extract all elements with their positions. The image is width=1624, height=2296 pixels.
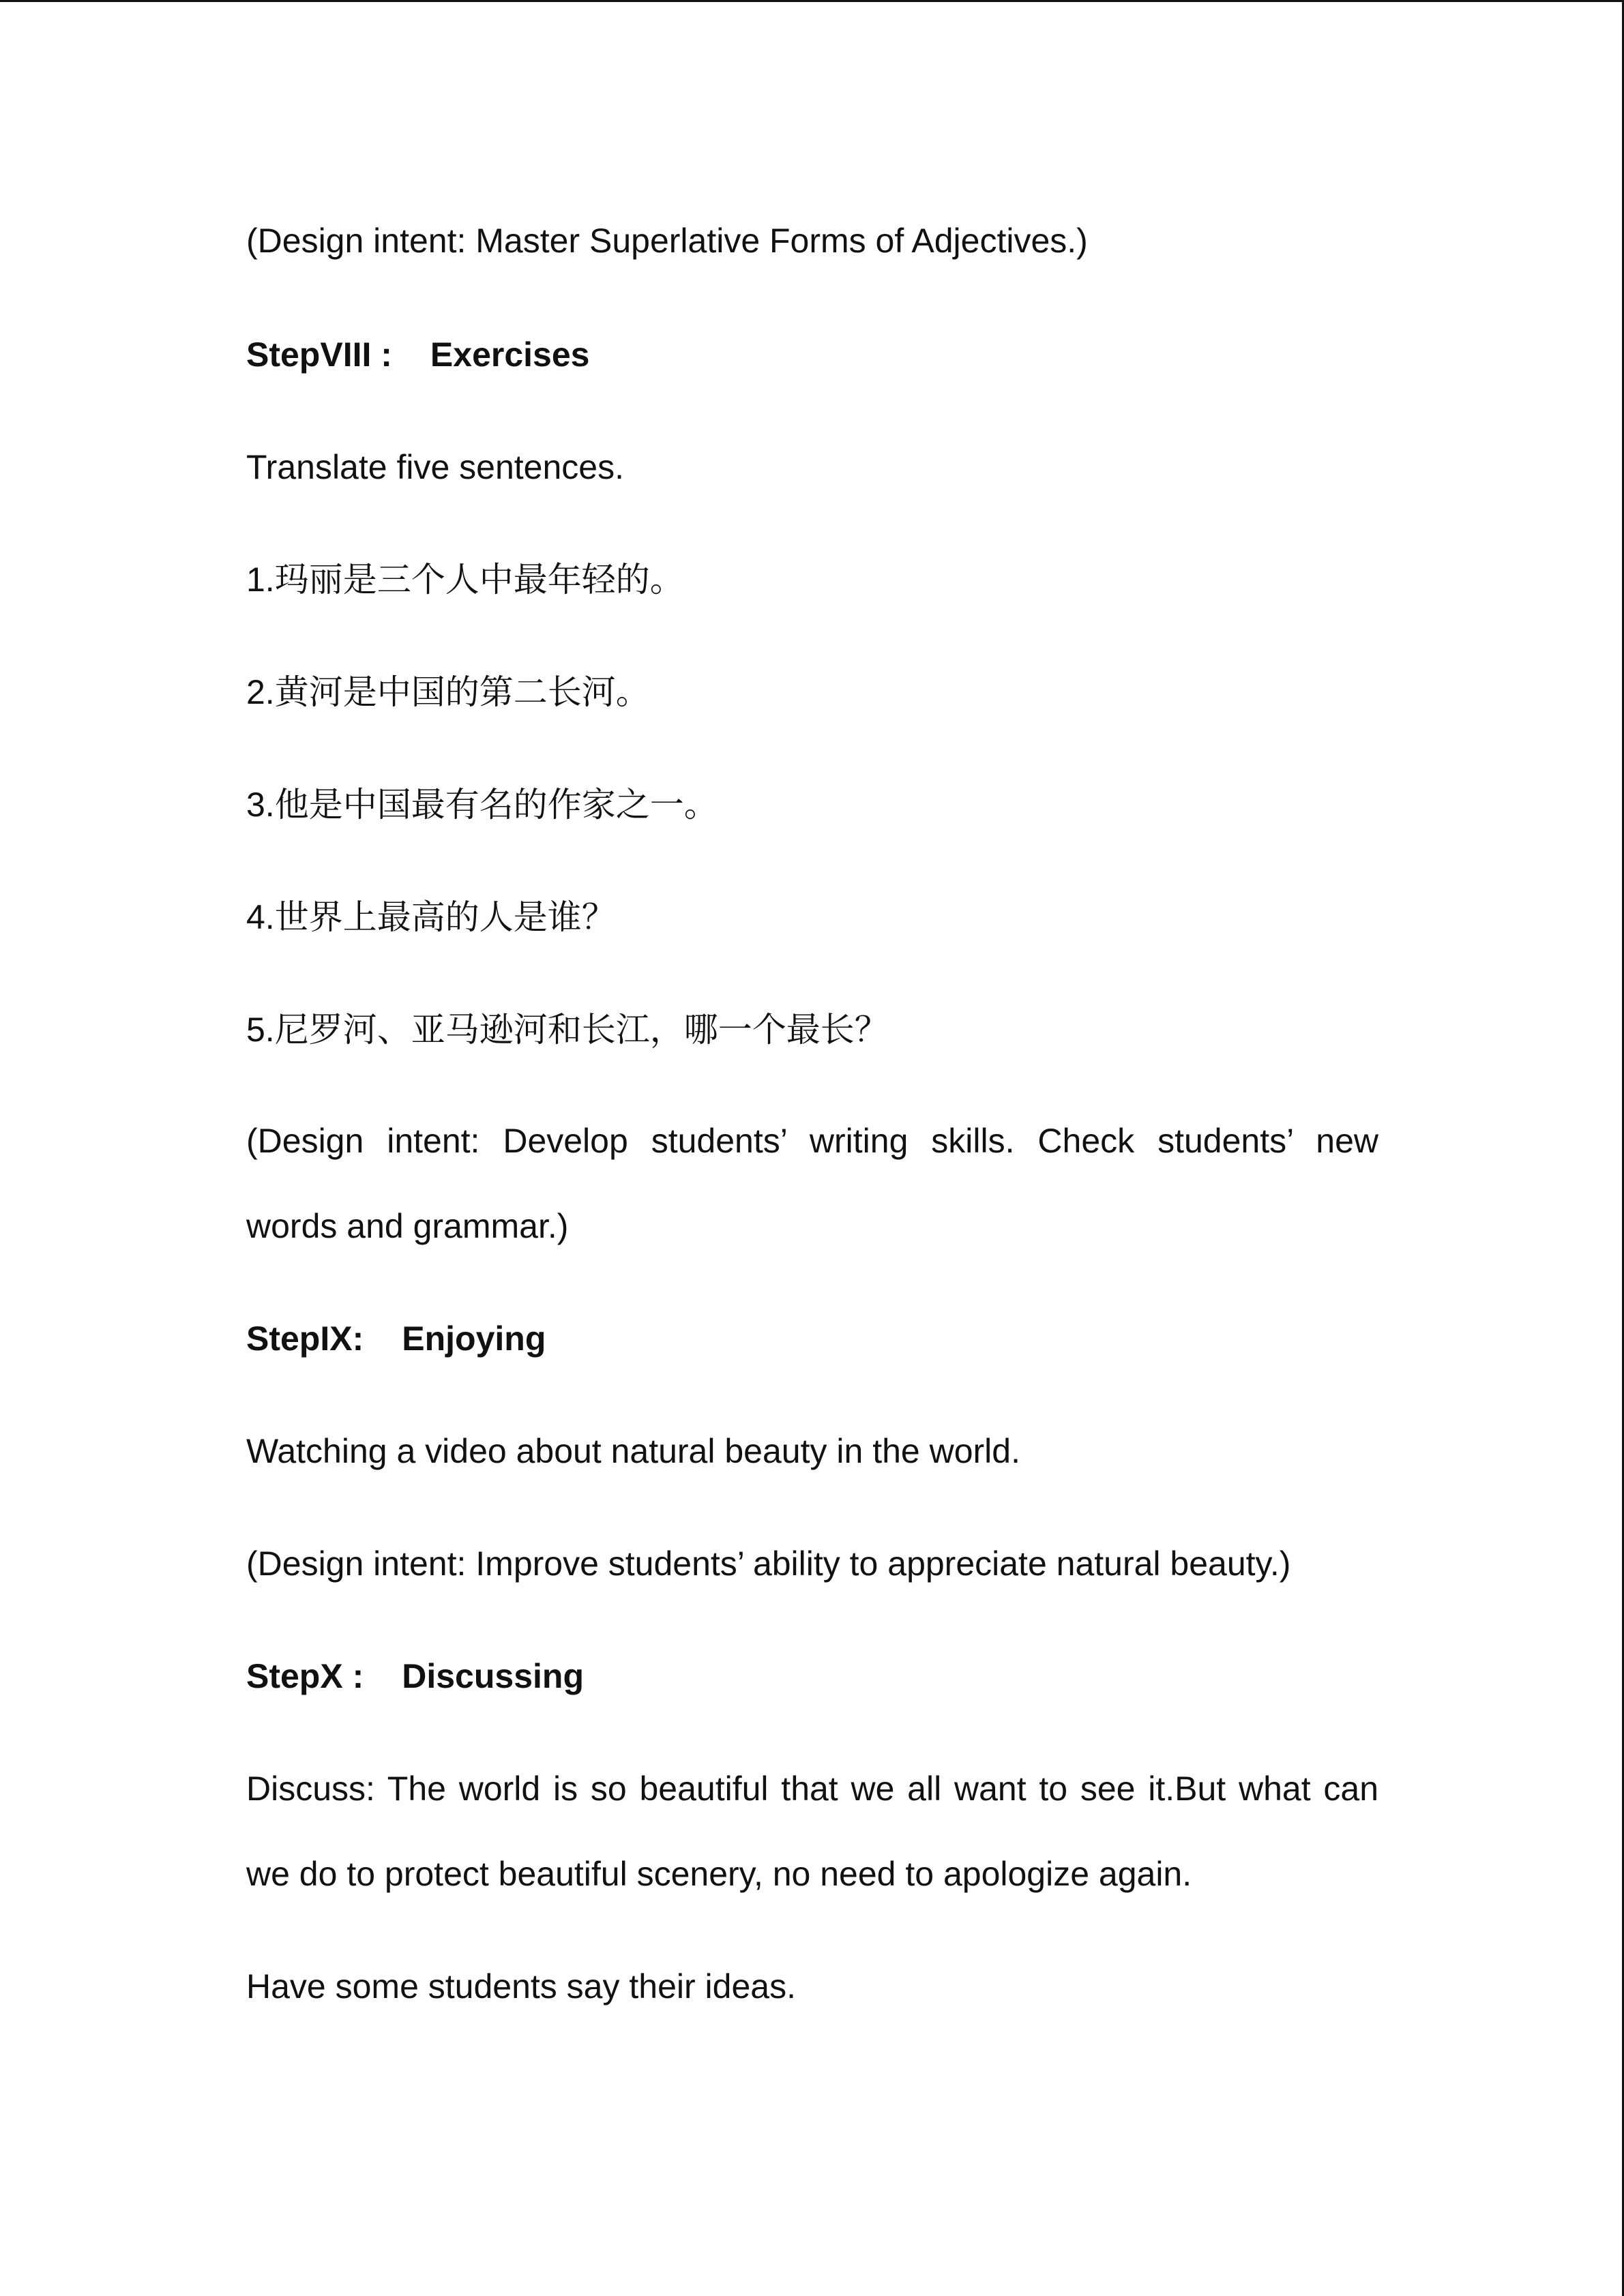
design-intent-writing-line-2: words and grammar.) <box>246 1207 569 1245</box>
design-intent-writing-line-1: (Design intent: Develop students’ writing skills. Check students’ new <box>246 1122 1378 1160</box>
sentence-3 <box>246 784 718 825</box>
sentence-4-text: 世界上最高的人是谁？ <box>274 897 616 937</box>
step-10-label: StepX : <box>246 1657 364 1695</box>
translate-instruction: Translate five sentences. <box>246 448 624 486</box>
sentence-3-text: 他是中国最有名的作家之一。 <box>274 785 718 824</box>
design-intent-superlatives: (Design intent: Master Superlative Forms of Adjectives.) <box>246 222 1088 260</box>
sentence-2-number: 2. <box>246 673 275 711</box>
step-10-title: Discussing <box>402 1657 584 1695</box>
step-9-title: Enjoying <box>402 1320 546 1358</box>
step-10-heading <box>246 1656 584 1697</box>
design-intent-appreciate: (Design intent: Improve students’ ability to appreciate natural beauty.) <box>246 1545 1291 1583</box>
sentence-2 <box>246 672 650 713</box>
discuss-line-2: we do to protect beautiful scenery, no need to apologize again. <box>246 1855 1192 1893</box>
step-8-title: Exercises <box>430 336 590 374</box>
step-9-heading <box>246 1318 546 1359</box>
discuss-line-1: Discuss: The world is so beautiful that we all want to see it.But what can <box>246 1770 1378 1808</box>
sentence-4-number: 4. <box>246 898 275 936</box>
sentence-1 <box>246 559 684 600</box>
sentence-5-number: 5. <box>246 1011 275 1049</box>
step-8-label: StepVIII : <box>246 336 392 374</box>
step-9-label: StepIX: <box>246 1320 364 1358</box>
sentence-5 <box>246 1009 889 1050</box>
sentence-3-number: 3. <box>246 786 275 824</box>
sentence-5-text: 尼罗河、亚马逊河和长江，哪一个最长？ <box>274 1010 889 1049</box>
have-students-text: Have some students say their ideas. <box>246 1967 796 2006</box>
sentence-4 <box>246 897 616 938</box>
watching-video-text: Watching a video about natural beauty in the world. <box>246 1432 1020 1470</box>
step-8-heading <box>246 334 589 375</box>
sentence-2-text: 黄河是中国的第二长河。 <box>274 672 650 712</box>
sentence-1-number: 1. <box>246 561 275 599</box>
sentence-1-text: 玛丽是三个人中最年轻的。 <box>274 560 684 599</box>
